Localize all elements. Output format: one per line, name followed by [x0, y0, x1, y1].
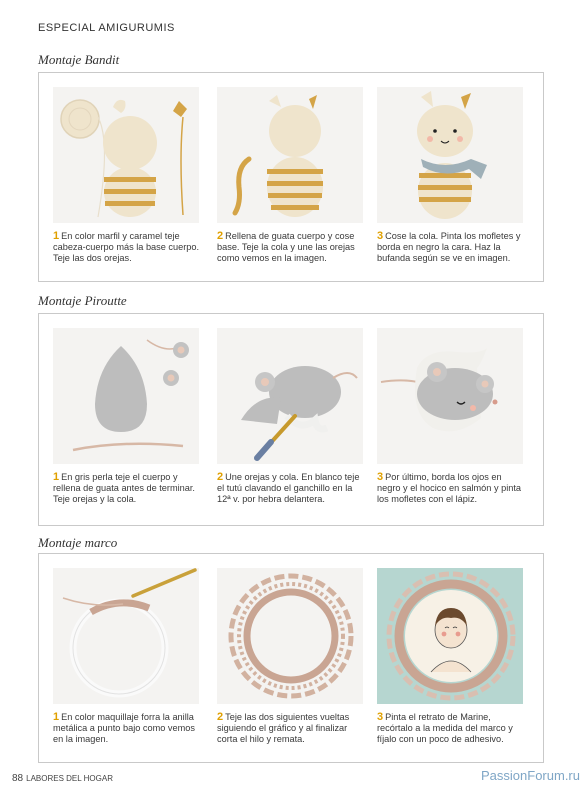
step-text: En color maquillaje forra la anilla metálica a punto bajo como vemos en la imagen. [53, 712, 195, 744]
caption-bandit-step2 [217, 231, 367, 264]
step-text: Teje las dos siguientes vueltas siguiendo el gráfico y al finalizar corta el hilo y remata. [217, 712, 350, 744]
step-number: 1 [53, 230, 60, 242]
photo-bandit-step3 [377, 87, 523, 223]
step-number: 3 [377, 711, 384, 723]
panel-bandit [38, 72, 544, 282]
caption-marco-step2 [217, 712, 367, 745]
step-number: 1 [53, 711, 60, 723]
step-text: En color marfil y caramel teje cabeza-cuerpo más la base cuerpo. Teje las dos orejas. [53, 231, 200, 263]
caption-marco-step1 [53, 712, 203, 745]
step-number: 1 [53, 471, 60, 483]
photo-marco-step2 [217, 568, 363, 704]
caption-marco-step3 [377, 712, 527, 745]
step-text: En gris perla teje el cuerpo y rellena de guata antes de terminar. Teje orejas y la cola. [53, 472, 195, 504]
photo-piroutte-step2 [217, 328, 363, 464]
section-title-bandit: Montaje Bandit [38, 52, 120, 67]
step-number: 2 [217, 230, 224, 242]
step-text: Cose la cola. Pinta los mofletes y borda en negro la cara. Haz la bufanda según se ve en imagen. [377, 231, 521, 263]
caption-bandit-step1 [53, 231, 203, 264]
photo-marco-step3 [377, 568, 523, 704]
photo-bandit-step1 [53, 87, 199, 223]
caption-piroutte-step1 [53, 472, 203, 505]
step-text: Por último, borda los ojos en negro y el hocico en salmón y pinta los mofletes con el lápiz. [377, 472, 522, 504]
photo-marco-step1 [53, 568, 199, 704]
watermark: PassionForum.ru [481, 768, 580, 783]
section-title-piroutte: Montaje Piroutte [38, 293, 127, 308]
step-number: 2 [217, 711, 224, 723]
photo-piroutte-step1 [53, 328, 199, 464]
step-text: Rellena de guata cuerpo y cose base. Teje la cola y une las orejas como vemos en la imagen. [217, 231, 355, 263]
step-number: 3 [377, 471, 384, 483]
caption-piroutte-step2 [217, 472, 367, 505]
step-number: 2 [217, 471, 224, 483]
panel-piroutte [38, 313, 544, 526]
photo-bandit-step2 [217, 87, 363, 223]
page-number: 88 [12, 773, 24, 784]
running-header: ESPECIAL AMIGURUMIS [38, 22, 175, 34]
page-footer [12, 773, 113, 784]
photo-piroutte-step3 [377, 328, 523, 464]
step-text: Une orejas y cola. En blanco teje el tutú clavando el ganchillo en la 12ª v. por hebra delantera. [217, 472, 360, 504]
caption-bandit-step3 [377, 231, 527, 264]
section-title-marco: Montaje marco [38, 535, 118, 550]
magazine-name: LABORES DEL HOGAR [26, 774, 113, 783]
step-text: Pinta el retrato de Marine, recórtalo a la medida del marco y fíjalo con un poco de adhesivo. [377, 712, 513, 744]
step-number: 3 [377, 230, 384, 242]
caption-piroutte-step3 [377, 472, 527, 505]
panel-marco [38, 553, 544, 763]
